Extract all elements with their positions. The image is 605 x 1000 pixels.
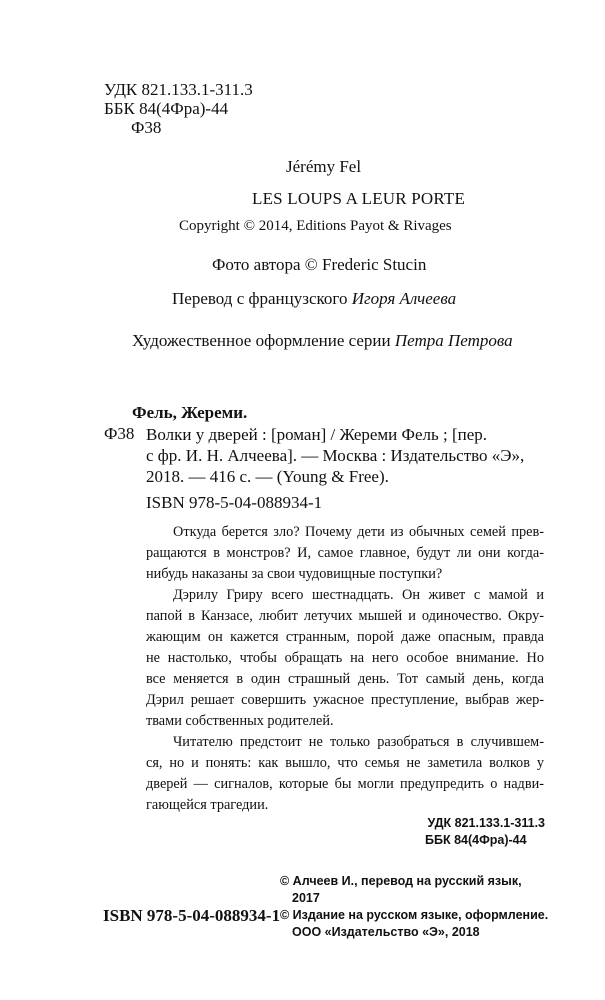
catalog-line: с фр. И. Н. Алчеева]. — Москва : Издательство «Э»,: [146, 446, 525, 465]
designer-name: Петра Петрова: [394, 331, 513, 350]
annotation-line: твами собственных родителей.: [146, 713, 334, 729]
catalog-description: [146, 424, 524, 487]
copyright-edition-line: © Издание на русском языке, оформление.: [280, 908, 549, 922]
author-sign-top: Ф38: [131, 118, 162, 137]
annotation-line: не настолько, чтобы обращать на него особое внимание. Но: [146, 650, 544, 666]
copyright-edition: [280, 907, 548, 941]
annotation-line: ся, но и понять: как вышло, что семья не заметила волков у: [146, 755, 544, 771]
annotation-line: гающейся трагедии.: [146, 797, 269, 813]
annotation-line: Дэрил решает совершить ужасное преступление, выбрав жер-: [146, 692, 544, 708]
catalog-isbn: ISBN 978-5-04-088934-1: [146, 493, 323, 512]
annotation-line: жающим он кажется странным, порой даже опасным, правда: [146, 629, 544, 645]
original-copyright: Copyright © 2014, Editions Payot & Rivages: [179, 218, 452, 234]
udk-code-top: УДК 821.133.1-311.3: [104, 80, 253, 99]
photo-credit-prefix: Фото автора ©: [212, 255, 322, 274]
annotation-line: Дэрилу Гриру всего шестнадцать. Он живет с мамой и: [173, 587, 544, 603]
photo-credit-name: Frederic Stucin: [321, 255, 427, 274]
footer-isbn: ISBN 978-5-04-088934-1: [103, 906, 281, 925]
annotation-line: нибудь наказаны за свои чудовищные поступки?: [146, 566, 443, 582]
annotation-line: все меняется в один страшный день. Тот самый день, когда: [146, 671, 544, 687]
annotation-line: ращаются в монстров? И, самое главное, будут ли они когда-: [146, 545, 544, 561]
copyright-edition-publisher: ООО «Издательство «Э», 2018: [292, 925, 480, 939]
annotation: [146, 522, 544, 816]
catalog-line: 2018. — 416 с. — (Young & Free).: [146, 467, 389, 486]
translation-credit-prefix: Перевод с французского: [172, 289, 352, 308]
original-author: Jérémy Fel: [286, 157, 362, 176]
copyright-translation-line: © Алчеев И., перевод на русский язык,: [280, 874, 522, 888]
photo-credit: [212, 255, 426, 275]
annotation-line: дверей — сигналов, которые бы могли предупредить о надви-: [146, 776, 544, 792]
catalog-heading: Фель, Жереми.: [132, 403, 248, 422]
design-credit: [132, 331, 513, 351]
copyright-translation-year: 2017: [292, 891, 320, 905]
translator-name: Игоря Алчеева: [351, 289, 457, 308]
bbk-code-top: ББК 84(4Фра)-44: [104, 99, 229, 118]
design-credit-prefix: Художественное оформление серии: [132, 331, 395, 350]
original-title: LES LOUPS A LEUR PORTE: [252, 189, 466, 208]
annotation-line: Откуда берется зло? Почему дети из обычных семей прев-: [173, 524, 544, 540]
catalog-line: Волки у дверей : [роман] / Жереми Фель ; [пер.: [146, 425, 488, 444]
catalog-sign: Ф38: [104, 424, 135, 443]
annotation-line: папой в Канзасе, любит летучих мышей и одиночество. Окру-: [146, 608, 544, 624]
copyright-translation: [280, 873, 522, 907]
bbk-code-bottom: ББК 84(4Фра)-44: [425, 833, 527, 847]
annotation-line: Читателю предстоит не только разобраться в случившем-: [173, 734, 544, 750]
udk-code-bottom: УДК 821.133.1-311.3: [427, 816, 545, 830]
translation-credit: [172, 289, 456, 309]
